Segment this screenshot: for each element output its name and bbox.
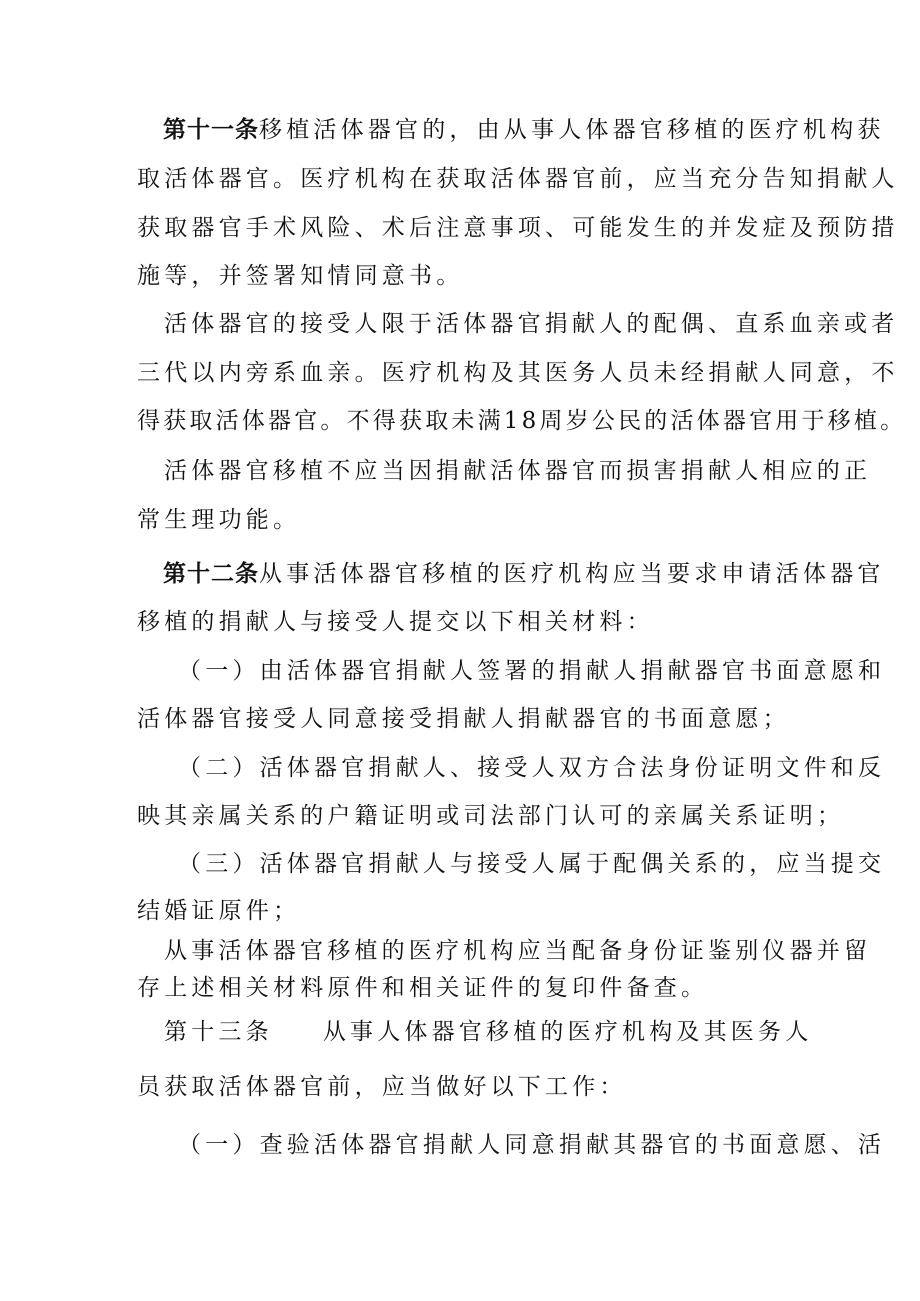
article-11-para2-line-1: 活体器官的接受人限于活体器官捐献人的配偶、直系血亲或者 bbox=[164, 311, 899, 337]
article-13-heading: 第十三条 bbox=[164, 1019, 273, 1045]
article-11-heading: 第十一条 bbox=[163, 117, 259, 143]
article-13-item-1-line-1: （一）查验活体器官捐献人同意捐献其器官的书面意愿、活 bbox=[178, 1132, 886, 1158]
article-11-line-2: 取活体器官。医疗机构在获取活体器官前，应当充分告知捐献人 bbox=[137, 166, 899, 192]
article-12-item-1-line-2: 活体器官接受人同意接受捐献人捐献器官的书面意愿； bbox=[137, 706, 790, 732]
article-12-para-line-2: 存上述相关材料原件和相关证件的复印件备查。 bbox=[137, 975, 709, 1001]
article-11-line-3: 获取器官手术风险、术后注意事项、可能发生的并发症及预防措 bbox=[137, 215, 899, 241]
article-12-item-3-line-1: （三）活体器官捐献人与接受人属于配偶关系的，应当提交 bbox=[178, 851, 886, 877]
article-12-item-1-line-1: （一）由活体器官捐献人签署的捐献人捐献器官书面意愿和 bbox=[178, 658, 886, 684]
article-11-para3-line-2: 常生理功能。 bbox=[137, 507, 301, 533]
article-12-item-3-line-2: 结婚证原件； bbox=[137, 898, 301, 924]
article-11-line-1: 第十一条移植活体器官的，由从事人体器官移植的医疗机构获 bbox=[163, 117, 885, 143]
article-12-line-1: 第十二条从事活体器官移植的医疗机构应当要求申请活体器官 bbox=[163, 561, 885, 587]
article-12-heading: 第十二条 bbox=[163, 561, 259, 587]
article-11-para2-line-2: 三代以内旁系血亲。医疗机构及其医务人员未经捐献人同意，不 bbox=[137, 360, 899, 386]
article-13-line-2: 员获取活体器官前，应当做好以下工作： bbox=[137, 1074, 627, 1100]
article-11-line-4: 施等，并签署知情同意书。 bbox=[137, 263, 464, 289]
article-11-para2-line-3: 得获取活体器官。不得获取未满18周岁公民的活体器官用于移植。 bbox=[137, 408, 907, 434]
article-11-para3-line-1: 活体器官移植不应当因捐献活体器官而损害捐献人相应的正 bbox=[164, 458, 872, 484]
article-12-para-line-1: 从事活体器官移植的医疗机构应当配备身份证鉴别仪器并留 bbox=[164, 938, 872, 964]
article-12-line-2: 移植的捐献人与接受人提交以下相关材料： bbox=[137, 609, 654, 635]
article-12-item-2-line-2: 映其亲属关系的户籍证明或司法部门认可的亲属关系证明； bbox=[137, 803, 845, 829]
article-12-item-2-line-1: （二）活体器官捐献人、接受人双方合法身份证明文件和反 bbox=[178, 755, 886, 781]
article-13-line-1: 第十三条 从事人体器官移植的医疗机构及其医务人 bbox=[164, 1019, 813, 1045]
